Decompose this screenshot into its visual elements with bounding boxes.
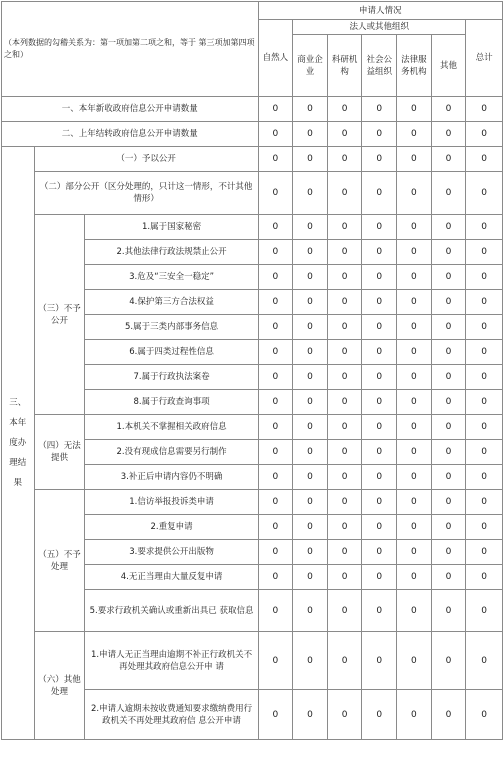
table-row <box>2 415 503 440</box>
value-cell: 0 <box>397 515 432 540</box>
row-label: 1.属于国家秘密 <box>85 215 258 240</box>
row-label: 1.信访举报投诉类申请 <box>85 490 258 515</box>
value-cell: 0 <box>362 632 397 690</box>
value-cell: 0 <box>362 490 397 515</box>
group-label: （五）不予处理 <box>34 490 85 632</box>
value-cell: 0 <box>362 515 397 540</box>
value-cell: 0 <box>466 632 503 690</box>
value-cell: 0 <box>466 690 503 740</box>
value-cell: 0 <box>327 515 362 540</box>
value-cell: 0 <box>327 565 362 590</box>
value-cell: 0 <box>397 240 432 265</box>
value-cell: 0 <box>466 290 503 315</box>
row-label: 1.本机关不掌握相关政府信息 <box>85 415 258 440</box>
row-label: 2.重复申请 <box>85 515 258 540</box>
value-cell: 0 <box>362 97 397 122</box>
value-cell: 0 <box>327 315 362 340</box>
value-cell: 0 <box>258 122 293 147</box>
value-cell: 0 <box>327 390 362 415</box>
value-cell: 0 <box>466 315 503 340</box>
value-cell: 0 <box>258 565 293 590</box>
table-row <box>2 490 503 515</box>
value-cell: 0 <box>293 315 328 340</box>
value-cell: 0 <box>327 465 362 490</box>
group-label: （六）其他处理 <box>34 632 85 740</box>
value-cell: 0 <box>258 172 293 215</box>
value-cell: 0 <box>327 590 362 632</box>
value-cell: 0 <box>431 465 466 490</box>
row-label: 6.属于四类过程性信息 <box>85 340 258 365</box>
row-label: 5.要求行政机关确认或重新出具已 获取信息 <box>85 590 258 632</box>
header-public-welfare: 社会公益组织 <box>362 35 397 97</box>
value-cell: 0 <box>466 465 503 490</box>
value-cell: 0 <box>258 515 293 540</box>
value-cell: 0 <box>293 490 328 515</box>
group-label: （三）不予公开 <box>34 215 85 415</box>
value-cell: 0 <box>397 440 432 465</box>
table-row <box>2 632 503 690</box>
value-cell: 0 <box>293 440 328 465</box>
value-cell: 0 <box>258 215 293 240</box>
value-cell: 0 <box>397 465 432 490</box>
header-other: 其他 <box>431 35 466 97</box>
value-cell: 0 <box>293 340 328 365</box>
row-label: 8.属于行政查询事项 <box>85 390 258 415</box>
value-cell: 0 <box>293 240 328 265</box>
value-cell: 0 <box>431 540 466 565</box>
value-cell: 0 <box>293 415 328 440</box>
value-cell: 0 <box>327 147 362 172</box>
value-cell: 0 <box>362 690 397 740</box>
value-cell: 0 <box>362 147 397 172</box>
value-cell: 0 <box>397 365 432 390</box>
row-label: 3.危及“三安全一稳定” <box>85 265 258 290</box>
value-cell: 0 <box>431 415 466 440</box>
value-cell: 0 <box>293 97 328 122</box>
value-cell: 0 <box>431 632 466 690</box>
row-label: （一）予以公开 <box>34 147 258 172</box>
row-label: 1.申请人无正当理由逾期不补正行政机关不再处理其政府信息公开申 请 <box>85 632 258 690</box>
value-cell: 0 <box>362 265 397 290</box>
row-label: 2.其他法律行政法规禁止公开 <box>85 240 258 265</box>
value-cell: 0 <box>431 690 466 740</box>
value-cell: 0 <box>327 240 362 265</box>
value-cell: 0 <box>293 632 328 690</box>
value-cell: 0 <box>466 215 503 240</box>
value-cell: 0 <box>362 440 397 465</box>
statistics-table <box>1 1 503 740</box>
value-cell: 0 <box>397 540 432 565</box>
value-cell: 0 <box>397 590 432 632</box>
row-label: 7.属于行政执法案卷 <box>85 365 258 390</box>
value-cell: 0 <box>431 265 466 290</box>
table-row <box>2 122 503 147</box>
value-cell: 0 <box>327 290 362 315</box>
value-cell: 0 <box>258 690 293 740</box>
value-cell: 0 <box>431 147 466 172</box>
value-cell: 0 <box>431 315 466 340</box>
value-cell: 0 <box>362 540 397 565</box>
header-legal-group: 法人或其他组织 <box>293 20 466 35</box>
value-cell: 0 <box>397 490 432 515</box>
value-cell: 0 <box>258 315 293 340</box>
value-cell: 0 <box>431 440 466 465</box>
value-cell: 0 <box>431 565 466 590</box>
value-cell: 0 <box>431 97 466 122</box>
value-cell: 0 <box>258 440 293 465</box>
table-row <box>2 97 503 122</box>
row-label: 4.保护第三方合法权益 <box>85 290 258 315</box>
table-row <box>2 147 503 172</box>
value-cell: 0 <box>258 632 293 690</box>
value-cell: 0 <box>362 215 397 240</box>
value-cell: 0 <box>431 122 466 147</box>
value-cell: 0 <box>293 147 328 172</box>
value-cell: 0 <box>362 340 397 365</box>
row-label: 5.属于三类内部事务信息 <box>85 315 258 340</box>
value-cell: 0 <box>397 565 432 590</box>
value-cell: 0 <box>258 265 293 290</box>
value-cell: 0 <box>258 290 293 315</box>
row-label: 2.申请人逾期未按收费通知要求缴纳费用行政机关不再处理其政府信 息公开申请 <box>85 690 258 740</box>
value-cell: 0 <box>431 215 466 240</box>
value-cell: 0 <box>327 122 362 147</box>
header-applicant: 申请人情况 <box>258 2 502 20</box>
value-cell: 0 <box>293 690 328 740</box>
value-cell: 0 <box>258 147 293 172</box>
value-cell: 0 <box>258 390 293 415</box>
value-cell: 0 <box>466 415 503 440</box>
value-cell: 0 <box>258 240 293 265</box>
value-cell: 0 <box>362 365 397 390</box>
table-row <box>2 215 503 240</box>
value-cell: 0 <box>431 390 466 415</box>
row-label: 一、本年新收政府信息公开申请数量 <box>2 97 259 122</box>
value-cell: 0 <box>397 390 432 415</box>
value-cell: 0 <box>397 215 432 240</box>
value-cell: 0 <box>466 265 503 290</box>
header-note: （本列数据的勾稽关系为：第一项加第二项之和，等于 第三项加第四项之和） <box>2 2 259 97</box>
value-cell: 0 <box>397 172 432 215</box>
row-label: 2.没有现成信息需要另行制作 <box>85 440 258 465</box>
value-cell: 0 <box>293 540 328 565</box>
value-cell: 0 <box>362 465 397 490</box>
value-cell: 0 <box>362 590 397 632</box>
value-cell: 0 <box>466 172 503 215</box>
value-cell: 0 <box>397 632 432 690</box>
value-cell: 0 <box>293 565 328 590</box>
value-cell: 0 <box>362 565 397 590</box>
value-cell: 0 <box>466 540 503 565</box>
value-cell: 0 <box>258 540 293 565</box>
value-cell: 0 <box>362 290 397 315</box>
value-cell: 0 <box>327 97 362 122</box>
value-cell: 0 <box>293 215 328 240</box>
value-cell: 0 <box>293 265 328 290</box>
value-cell: 0 <box>431 290 466 315</box>
value-cell: 0 <box>258 365 293 390</box>
value-cell: 0 <box>327 215 362 240</box>
value-cell: 0 <box>466 122 503 147</box>
value-cell: 0 <box>431 590 466 632</box>
value-cell: 0 <box>293 390 328 415</box>
value-cell: 0 <box>466 365 503 390</box>
value-cell: 0 <box>397 690 432 740</box>
value-cell: 0 <box>466 590 503 632</box>
value-cell: 0 <box>293 172 328 215</box>
value-cell: 0 <box>397 147 432 172</box>
header-natural-person: 自然人 <box>258 20 293 97</box>
value-cell: 0 <box>397 290 432 315</box>
value-cell: 0 <box>327 690 362 740</box>
value-cell: 0 <box>293 590 328 632</box>
header-legal-service: 法律服务机构 <box>397 35 432 97</box>
value-cell: 0 <box>397 122 432 147</box>
value-cell: 0 <box>397 340 432 365</box>
value-cell: 0 <box>466 147 503 172</box>
value-cell: 0 <box>293 465 328 490</box>
value-cell: 0 <box>466 340 503 365</box>
header-research: 科研机构 <box>327 35 362 97</box>
value-cell: 0 <box>466 565 503 590</box>
value-cell: 0 <box>397 315 432 340</box>
value-cell: 0 <box>258 590 293 632</box>
header-commercial: 商业企业 <box>293 35 328 97</box>
value-cell: 0 <box>397 97 432 122</box>
value-cell: 0 <box>293 365 328 390</box>
value-cell: 0 <box>431 515 466 540</box>
value-cell: 0 <box>466 490 503 515</box>
value-cell: 0 <box>362 390 397 415</box>
table-row <box>2 172 503 215</box>
value-cell: 0 <box>327 632 362 690</box>
value-cell: 0 <box>362 315 397 340</box>
value-cell: 0 <box>466 97 503 122</box>
value-cell: 0 <box>466 240 503 265</box>
value-cell: 0 <box>327 365 362 390</box>
value-cell: 0 <box>293 122 328 147</box>
value-cell: 0 <box>466 515 503 540</box>
row-label: （二）部分公开（区分处理的，只计这一情形，不计其他情形） <box>34 172 258 215</box>
value-cell: 0 <box>327 440 362 465</box>
value-cell: 0 <box>327 265 362 290</box>
value-cell: 0 <box>362 122 397 147</box>
row-label: 4.无正当理由大量反复申请 <box>85 565 258 590</box>
value-cell: 0 <box>327 172 362 215</box>
value-cell: 0 <box>258 490 293 515</box>
value-cell: 0 <box>327 490 362 515</box>
row-label: 3.补正后申请内容仍不明确 <box>85 465 258 490</box>
value-cell: 0 <box>466 440 503 465</box>
value-cell: 0 <box>293 290 328 315</box>
value-cell: 0 <box>466 390 503 415</box>
value-cell: 0 <box>431 340 466 365</box>
value-cell: 0 <box>293 515 328 540</box>
value-cell: 0 <box>327 415 362 440</box>
value-cell: 0 <box>258 465 293 490</box>
value-cell: 0 <box>431 365 466 390</box>
value-cell: 0 <box>327 340 362 365</box>
value-cell: 0 <box>362 240 397 265</box>
value-cell: 0 <box>258 340 293 365</box>
value-cell: 0 <box>397 265 432 290</box>
value-cell: 0 <box>362 172 397 215</box>
value-cell: 0 <box>327 540 362 565</box>
row-label: 3.要求提供公开出版物 <box>85 540 258 565</box>
value-cell: 0 <box>431 490 466 515</box>
header-total: 总计 <box>466 20 503 97</box>
value-cell: 0 <box>258 415 293 440</box>
section-label: 三、本年度办理结果 <box>2 147 35 740</box>
group-label: （四）无法提供 <box>34 415 85 490</box>
value-cell: 0 <box>397 415 432 440</box>
row-label: 二、上年结转政府信息公开申请数量 <box>2 122 259 147</box>
value-cell: 0 <box>258 97 293 122</box>
value-cell: 0 <box>362 415 397 440</box>
value-cell: 0 <box>431 172 466 215</box>
value-cell: 0 <box>431 240 466 265</box>
